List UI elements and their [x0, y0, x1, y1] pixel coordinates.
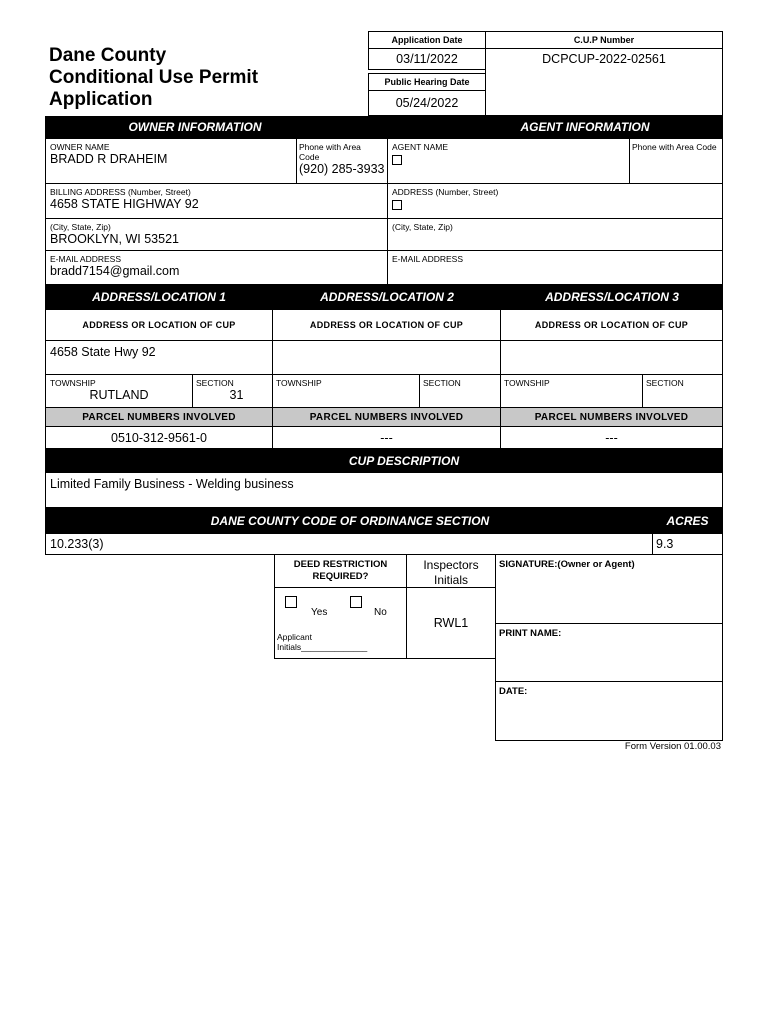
public-hearing-label: Public Hearing Date: [368, 73, 486, 91]
location-3-address-field[interactable]: [500, 340, 723, 375]
title-line-2: Conditional Use Permit: [49, 67, 259, 88]
location-3-parcel-label: PARCEL NUMBERS INVOLVED: [500, 407, 723, 427]
location-1-township-field[interactable]: [45, 374, 193, 408]
owner-phone-field[interactable]: [296, 138, 388, 184]
cup-description-header: CUP DESCRIPTION: [45, 449, 723, 473]
location-2-township-field[interactable]: [272, 374, 420, 408]
owner-email-label: E-MAIL ADDRESS: [50, 254, 122, 264]
deed-no-label: No: [374, 607, 387, 618]
location-1-township-value: RUTLAND: [89, 388, 149, 402]
location-2-header: ADDRESS/LOCATION 2: [320, 290, 454, 304]
location-1-subheader: ADDRESS OR LOCATION OF CUP: [45, 309, 273, 341]
deed-restriction-title-2: REQUIRED?: [312, 571, 369, 582]
agent-name-field[interactable]: [387, 138, 630, 184]
agent-phone-field[interactable]: [629, 138, 723, 184]
form-version: Form Version 01.00.03: [624, 741, 721, 752]
location-1-address-field[interactable]: [45, 340, 273, 375]
location-1-header: ADDRESS/LOCATION 1: [92, 290, 226, 304]
location-3-header: ADDRESS/LOCATION 3: [545, 290, 679, 304]
title-line-1: Dane County: [49, 45, 167, 66]
location-1-township-label: TOWNSHIP: [50, 378, 96, 388]
deed-restriction-title-1: DEED RESTRICTION: [293, 559, 388, 570]
location-1-section-field[interactable]: [192, 374, 273, 408]
applicant-initials-field[interactable]: [277, 632, 367, 652]
owner-phone-value: (920) 285-3933: [299, 162, 385, 176]
agent-city-field[interactable]: [387, 218, 723, 251]
agent-email-field[interactable]: [387, 250, 723, 285]
location-2-township-label: TOWNSHIP: [276, 378, 322, 388]
deed-yes-label: Yes: [311, 607, 328, 618]
ordinance-section-label: DANE COUNTY CODE OF ORDINANCE SECTION: [210, 514, 490, 528]
application-date-label: Application Date: [368, 31, 486, 49]
cup-number-value: DCPCUP-2022-02561: [542, 52, 666, 66]
acres-label: ACRES: [666, 514, 709, 528]
location-2-section-label: SECTION: [423, 378, 461, 388]
cup-description-field[interactable]: [45, 472, 723, 508]
agent-phone-label: Phone with Area Code: [632, 142, 717, 152]
location-2-subheader: ADDRESS OR LOCATION OF CUP: [272, 309, 501, 341]
applicant-initials-label-2: Initials______________: [277, 642, 368, 652]
location-2-section-field[interactable]: [419, 374, 501, 408]
inspectors-title-1: Inspectors: [423, 558, 479, 572]
owner-name-label: OWNER NAME: [50, 142, 110, 152]
owner-header-label: OWNER INFORMATION: [128, 120, 262, 134]
inspectors-title-2: Initials: [433, 573, 468, 587]
agent-city-label: (City, State, Zip): [392, 222, 453, 232]
location-1-section-label: SECTION: [196, 378, 234, 388]
owner-name-field[interactable]: [45, 138, 297, 184]
print-name-field[interactable]: [495, 623, 723, 682]
location-3-subheader: ADDRESS OR LOCATION OF CUP: [500, 309, 723, 341]
agent-address-field[interactable]: [387, 183, 723, 219]
owner-email-value: bradd7154@gmail.com: [50, 264, 180, 278]
applicant-initials-label-1: Applicant: [277, 632, 312, 642]
page-title: [49, 45, 349, 111]
location-3-parcel-field[interactable]: ---: [500, 426, 723, 449]
date-field[interactable]: [495, 681, 723, 741]
deed-restriction-header: [274, 554, 407, 588]
location-2-parcel-label: PARCEL NUMBERS INVOLVED: [272, 407, 501, 427]
cup-number-field[interactable]: [485, 48, 723, 116]
owner-billing-address-field[interactable]: [45, 183, 388, 219]
location-3-section-label: SECTION: [646, 378, 684, 388]
location-1-section-value: 31: [229, 388, 244, 402]
owner-email-field[interactable]: [45, 250, 388, 285]
deed-yes-checkbox[interactable]: [285, 596, 297, 608]
owner-phone-label: Phone with Area Code: [299, 142, 361, 162]
address-location-header: [45, 285, 723, 309]
owner-city-label: (City, State, Zip): [50, 222, 111, 232]
owner-billing-label: BILLING ADDRESS (Number, Street): [50, 187, 191, 197]
location-3-township-label: TOWNSHIP: [504, 378, 550, 388]
inspectors-initials-field[interactable]: RWL1: [406, 587, 496, 659]
date-label: DATE:: [499, 686, 528, 697]
agent-name-label: AGENT NAME: [392, 142, 449, 152]
location-2-address-field[interactable]: [272, 340, 501, 375]
title-line-3: Application: [49, 89, 153, 110]
deed-no-checkbox[interactable]: [350, 596, 362, 608]
location-1-parcel-field[interactable]: 0510-312-9561-0: [45, 426, 273, 449]
cup-description-value: Limited Family Business - Welding business: [50, 477, 294, 491]
deed-restriction-body: [274, 587, 407, 659]
cup-number-label: C.U.P Number: [485, 31, 723, 49]
signature-label: SIGNATURE:(Owner or Agent): [499, 559, 635, 570]
public-hearing-date-field[interactable]: 05/24/2022: [368, 90, 486, 116]
location-3-township-field[interactable]: [500, 374, 643, 408]
owner-city-value: BROOKLYN, WI 53521: [50, 232, 179, 246]
print-name-label: PRINT NAME:: [499, 628, 562, 639]
agent-address-checkbox[interactable]: [392, 200, 402, 210]
owner-city-field[interactable]: [45, 218, 388, 251]
owner-information-header: [45, 116, 723, 138]
owner-name-value: BRADD R DRAHEIM: [50, 152, 168, 166]
ordinance-section-header: [45, 508, 723, 534]
location-3-section-field[interactable]: [642, 374, 723, 408]
agent-name-checkbox[interactable]: [392, 155, 402, 165]
inspectors-initials-header: [406, 554, 496, 588]
application-date-field[interactable]: 03/11/2022: [368, 48, 486, 70]
agent-address-label: ADDRESS (Number, Street): [392, 187, 499, 197]
acres-field[interactable]: [652, 533, 723, 555]
agent-header-label: AGENT INFORMATION: [520, 120, 650, 134]
ordinance-section-value: 10.233(3): [50, 537, 104, 551]
location-2-parcel-field[interactable]: ---: [272, 426, 501, 449]
location-1-parcel-label: PARCEL NUMBERS INVOLVED: [45, 407, 273, 427]
owner-billing-value: 4658 STATE HIGHWAY 92: [50, 197, 199, 211]
acres-value: 9.3: [656, 537, 674, 551]
agent-email-label: E-MAIL ADDRESS: [392, 254, 464, 264]
location-1-address-value: 4658 State Hwy 92: [50, 345, 156, 359]
signature-field[interactable]: [495, 554, 723, 624]
ordinance-section-field[interactable]: [45, 533, 653, 555]
